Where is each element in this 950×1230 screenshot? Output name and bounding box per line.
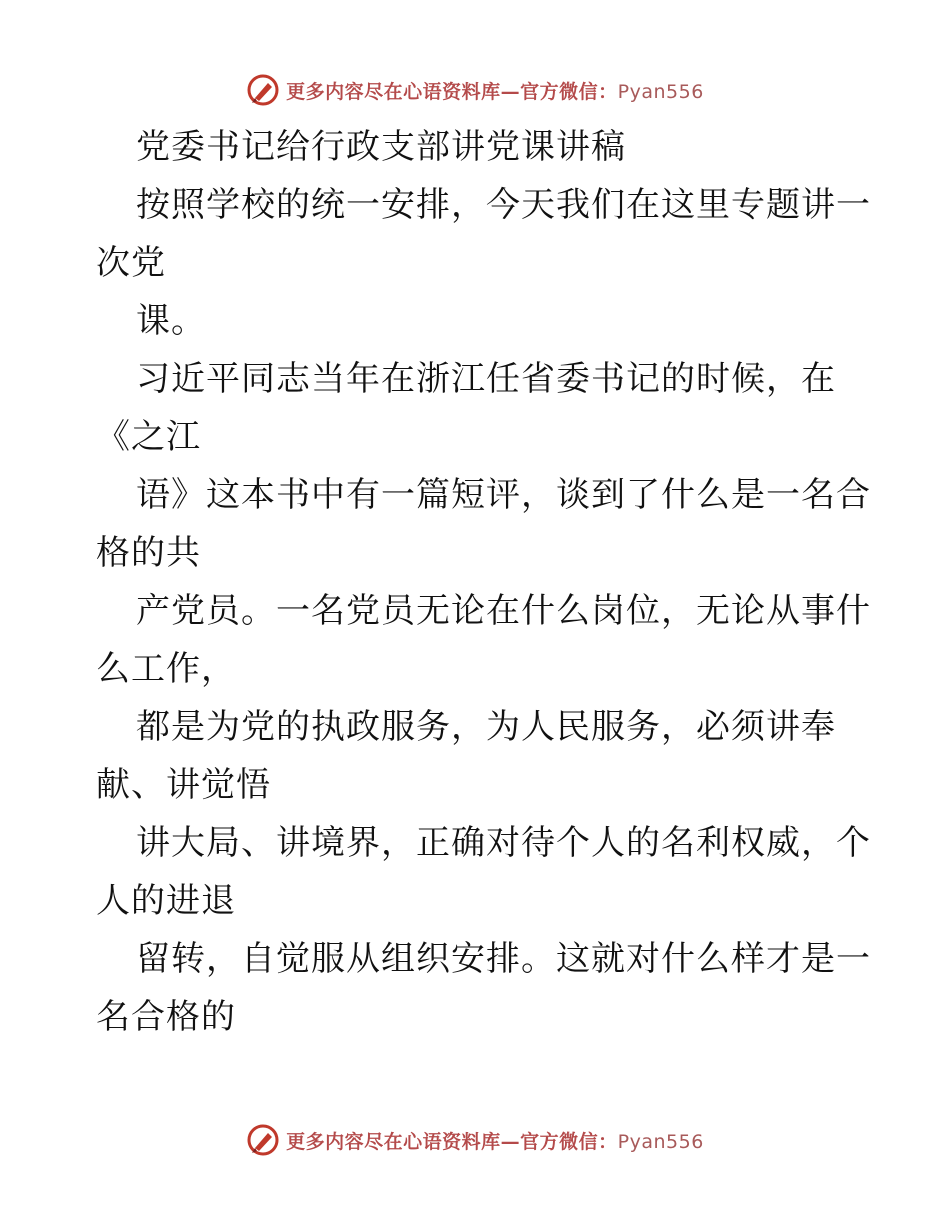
paragraph-line: 么工作，	[96, 649, 236, 689]
paragraph-line: 产党员。一名党员无论在什么岗位，无论从事什	[136, 591, 871, 631]
paragraph-line: 《之江	[96, 417, 201, 457]
header-brand	[286, 77, 704, 104]
paragraph-line: 格的共	[96, 533, 201, 573]
footer-brand-text: 更多内容尽在心语资料库—官方微信：	[286, 1130, 618, 1153]
header-brand-text: 更多内容尽在心语资料库—官方微信：	[286, 80, 618, 103]
document-body	[96, 118, 871, 1046]
paragraph-line: 献、讲觉悟	[96, 765, 271, 805]
document-title: 党委书记给行政支部讲党课讲稿	[136, 127, 626, 167]
paragraph-line: 人的进退	[96, 881, 236, 921]
paragraph-line: 语》这本书中有一篇短评，谈到了什么是一名合	[136, 475, 871, 515]
footer-banner	[0, 1120, 950, 1160]
header-banner	[0, 70, 950, 110]
footer-wechat-id: Pyan556	[617, 1130, 704, 1153]
paragraph-line: 习近平同志当年在浙江任省委书记的时候，在	[136, 359, 836, 399]
paragraph-line: 按照学校的统一安排，今天我们在这里专题讲一	[136, 185, 871, 225]
paragraph-line: 都是为党的执政服务，为人民服务，必须讲奉	[136, 707, 836, 747]
pen-logo-icon	[246, 73, 280, 107]
paragraph-line: 讲大局、讲境界，正确对待个人的名利权威，个	[136, 823, 871, 863]
footer-brand	[286, 1127, 704, 1154]
paragraph-line: 留转，自觉服从组织安排。这就对什么样才是一	[136, 939, 871, 979]
paragraph-line: 次党	[96, 243, 166, 283]
paragraph-line: 课。	[136, 301, 206, 341]
paragraph-line: 名合格的	[96, 997, 236, 1037]
header-wechat-id: Pyan556	[617, 80, 704, 103]
pen-logo-icon	[246, 1123, 280, 1157]
